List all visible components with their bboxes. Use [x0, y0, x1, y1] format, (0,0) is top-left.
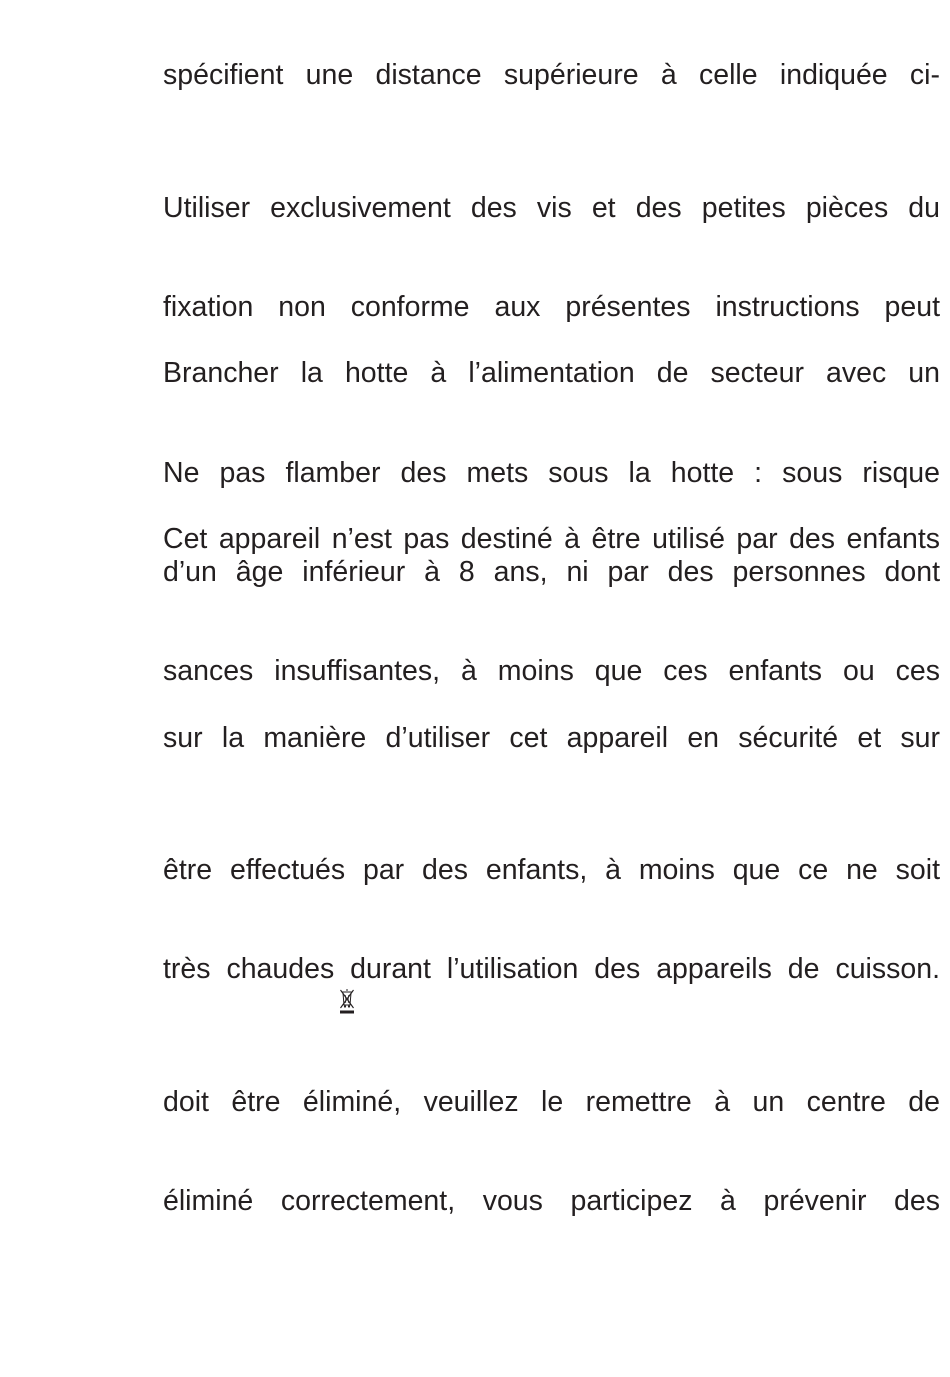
text-line: très chaudes durant l’utilisation des appareils de cuisson. [163, 953, 940, 985]
text-line: Ne pas flamber des mets sous la hotte : sous risque [163, 457, 940, 489]
text-line: éliminé correctement, vous participez à prévenir des [163, 1185, 940, 1217]
text-line: fixation non conforme aux présentes instructions peut [163, 291, 940, 323]
text-line: sur la manière d’utiliser cet appareil en sécurité et sur [163, 722, 940, 754]
text-line: doit être éliminé, veuillez le remettre à un centre de [163, 1086, 940, 1118]
text-line: Brancher la hotte à l’alimentation de secteur avec un [163, 357, 940, 389]
text-line: spécifient une distance supérieure à celle indiquée ci- [163, 59, 940, 91]
text-line: être effectués par des enfants, à moins que ce ne soit [163, 854, 940, 886]
text-line: Cet appareil n’est pas destiné à être utilisé par des enfants [163, 523, 940, 555]
text-line: sances insuffisantes, à moins que ces enfants ou ces [163, 655, 940, 687]
crossed-out-wheelie-bin-icon [338, 988, 356, 1014]
text-line: Utiliser exclusivement des vis et des petites pièces du [163, 192, 940, 224]
text-line: d’un âge inférieur à 8 ans, ni par des personnes dont [163, 556, 940, 588]
